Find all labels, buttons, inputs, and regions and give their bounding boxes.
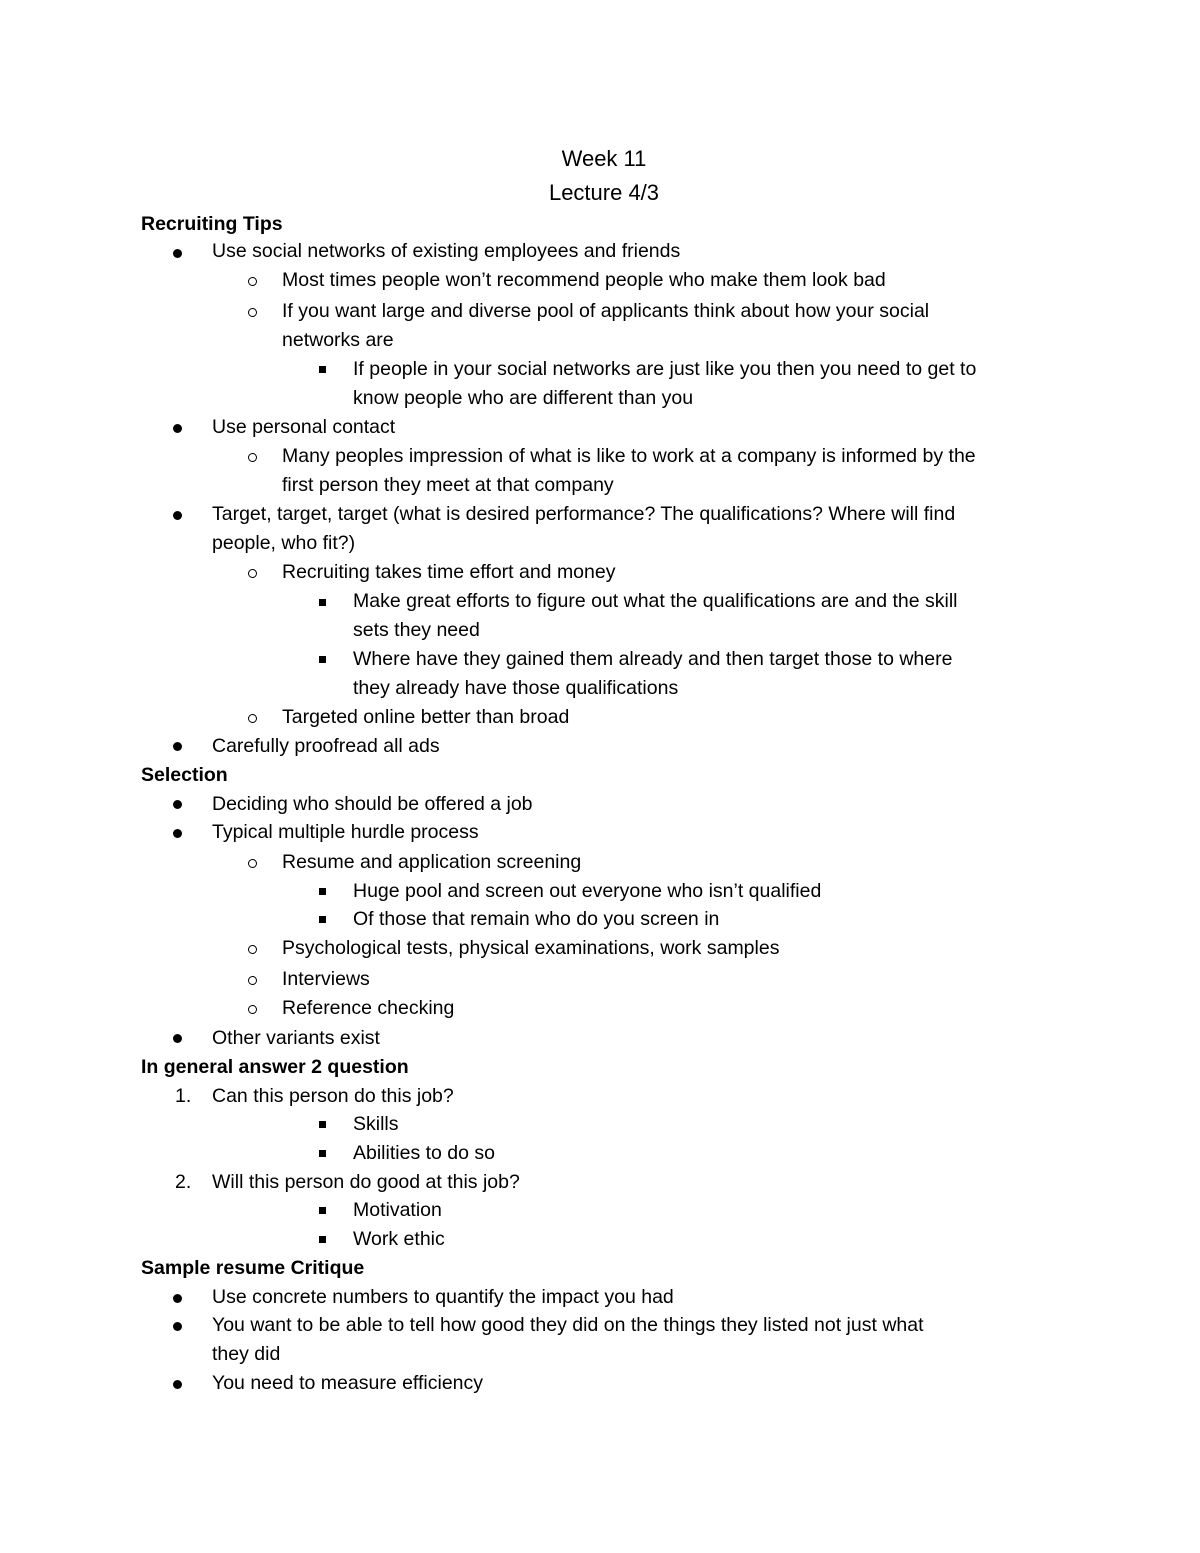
list-item [212,1311,924,1369]
square-bullet-icon [319,366,326,373]
page-title: Week 11 [561,146,647,171]
bullet-icon [173,249,182,258]
bullet-icon [173,829,182,838]
list-item-line: You want to be able to tell how good they did on the things they listed not just what [212,1314,924,1336]
list-item [282,442,976,500]
circle-bullet-icon [248,714,257,723]
list-item [282,297,929,355]
list-number: 2. [175,1171,192,1193]
list-item-line: Make great efforts to figure out what the qualifications are and the skill [353,590,958,612]
square-bullet-icon [319,1207,326,1214]
square-bullet-icon [319,1150,326,1157]
list-item: Carefully proofread all ads [212,735,440,757]
list-item-line: they did [212,1342,281,1365]
circle-bullet-icon [248,453,257,462]
bullet-icon [173,1294,182,1303]
circle-bullet-icon [248,569,257,578]
square-bullet-icon [319,916,326,923]
list-item: Will this person do good at this job? [212,1171,520,1193]
circle-bullet-icon [248,859,257,868]
circle-bullet-icon [248,1005,257,1014]
section-heading-resume: Sample resume Critique [141,1257,365,1279]
list-item: Other variants exist [212,1027,380,1049]
list-item: Huge pool and screen out everyone who isn’t qualified [353,880,822,902]
list-item-line: know people who are different than you [353,386,694,409]
list-item-line: If people in your social networks are just like you then you need to get to [353,358,977,380]
list-item: Deciding who should be offered a job [212,793,533,815]
list-item-line: Where have they gained them already and then target those to where [353,648,953,670]
list-item: You need to measure efficiency [212,1372,484,1394]
square-bullet-icon [319,599,326,606]
circle-bullet-icon [248,976,257,985]
list-item: Use concrete numbers to quantify the impact you had [212,1286,674,1308]
list-item-line: sets they need [353,618,480,641]
list-item: Abilities to do so [353,1142,495,1164]
list-item: Interviews [282,968,370,990]
list-item: Most times people won’t recommend people who make them look bad [282,269,886,291]
square-bullet-icon [319,1121,326,1128]
list-item: Skills [353,1113,399,1135]
list-number: 1. [175,1085,192,1107]
list-item-line: If you want large and diverse pool of applicants think about how your social [282,300,930,322]
circle-bullet-icon [248,945,257,954]
list-item: Motivation [353,1199,442,1221]
list-item-line: networks are [282,328,394,351]
bullet-icon [173,800,182,809]
list-item: Recruiting takes time effort and money [282,561,616,583]
list-item-line: people, who fit?) [212,531,356,554]
list-item: Can this person do this job? [212,1085,454,1107]
bullet-icon [173,1380,182,1389]
bullet-icon [173,1034,182,1043]
list-item-line: Target, target, target (what is desired performance? The qualifications? Where will find [212,503,956,525]
list-item [353,355,976,413]
list-item-line: Many peoples impression of what is like to work at a company is informed by the [282,445,976,467]
section-heading-selection: Selection [141,764,228,786]
section-heading-recruiting: Recruiting Tips [141,213,283,235]
list-item-line: they already have those qualifications [353,676,679,699]
list-item: Of those that remain who do you screen in [353,908,720,930]
circle-bullet-icon [248,277,257,286]
list-item [353,587,957,645]
list-item: Use personal contact [212,416,396,438]
square-bullet-icon [319,888,326,895]
list-item [353,645,952,703]
bullet-icon [173,511,182,520]
list-item [212,500,955,558]
section-heading-general: In general answer 2 question [141,1056,409,1078]
circle-bullet-icon [248,308,257,317]
list-item: Reference checking [282,997,455,1019]
page-subtitle: Lecture 4/3 [548,180,660,205]
square-bullet-icon [319,1236,326,1243]
list-item: Typical multiple hurdle process [212,821,479,843]
bullet-icon [173,1322,182,1331]
list-item: Psychological tests, physical examinations, work samples [282,937,780,959]
list-item: Targeted online better than broad [282,706,570,728]
square-bullet-icon [319,656,326,663]
list-item: Work ethic [353,1228,445,1250]
bullet-icon [173,742,182,751]
list-item: Use social networks of existing employees and friends [212,240,681,262]
list-item-line: first person they meet at that company [282,473,614,496]
list-item: Resume and application screening [282,851,582,873]
bullet-icon [173,424,182,433]
